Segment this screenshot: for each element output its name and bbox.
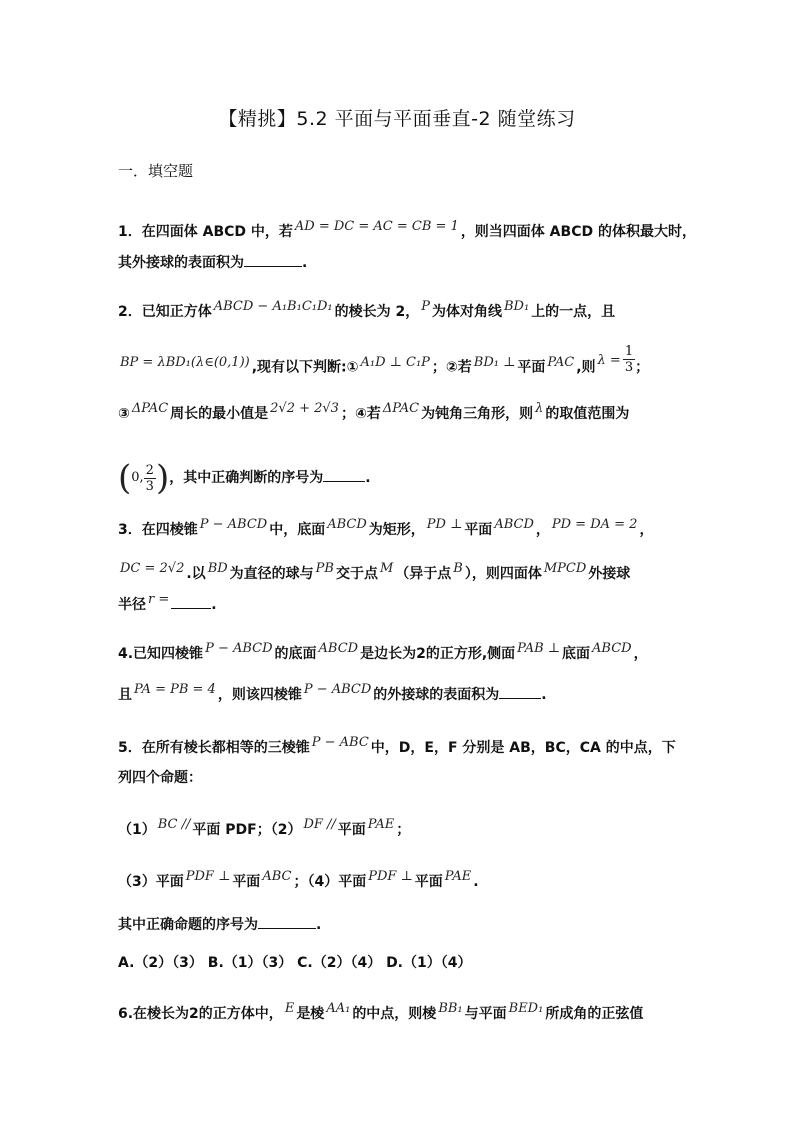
question-text: （1）	[118, 822, 156, 838]
question-text: 1	[624, 344, 634, 359]
question-text: 半径	[118, 597, 146, 613]
question-text: 外接球	[588, 566, 631, 582]
math-expression: ABC	[262, 869, 292, 884]
answer-blank	[258, 914, 316, 929]
math-expression: ABCD − A₁B₁C₁D₁	[213, 299, 333, 314]
math-expression: PDF ⊥	[185, 869, 231, 884]
question-text: 是边长为2的正方形,侧面	[360, 646, 516, 662]
math-expression: A₁D ⊥ C₁P	[360, 354, 430, 370]
question-text: ；②若	[431, 359, 472, 376]
question-text: ,则	[576, 359, 596, 376]
question-text: 6.在棱长为2的正方体中，	[118, 1006, 283, 1022]
question-text: .	[365, 470, 371, 486]
math-expression: AD = DC = AC = CB = 1	[294, 219, 459, 234]
math-expression: BC //	[157, 817, 191, 832]
question-text: （3）平面	[118, 874, 184, 890]
math-expression: PDF ⊥	[368, 869, 413, 884]
question-text: 为矩形，	[368, 522, 425, 538]
question-text: ，	[535, 522, 550, 538]
question-text: 0,	[131, 470, 144, 485]
math-expression: PA = PB = 4	[134, 682, 216, 697]
question-text: 为直径的球与	[229, 566, 314, 582]
question-2-line-3	[118, 401, 630, 425]
question-text: 其中正确命题的序号为	[118, 917, 258, 933]
question-text: 5．在所有棱长都相等的三棱锥	[118, 740, 310, 756]
question-text: ,现有以下判断:①	[251, 359, 359, 376]
question-text: 周长的最小值是	[170, 406, 269, 422]
math-expression: P − ABCD	[199, 517, 268, 532]
math-expression: PB	[315, 561, 334, 576]
question-text: ；（4）平面	[293, 874, 367, 890]
question-text: 交于点	[335, 566, 378, 582]
question-text: 的中点，则棱	[352, 1006, 437, 1022]
question-text: ，其中正确判断的序号为	[169, 470, 324, 486]
math-expression: AA₁	[326, 1001, 351, 1016]
math-expression: E	[284, 1001, 295, 1016]
question-text: ，则当四面体 ABCD 的体积最大时，	[460, 224, 696, 240]
section-heading: 一．填空题	[118, 162, 194, 180]
math-expression: BD₁	[504, 299, 530, 314]
math-expression: ΔPAC	[382, 401, 420, 416]
question-4-line-1	[118, 641, 648, 665]
question-3-line-2	[118, 561, 631, 585]
math-expression: BD	[207, 561, 228, 576]
math-expression: PD = DA = 2	[551, 517, 638, 532]
math-expression: PAE	[444, 869, 472, 884]
question-text: .	[316, 917, 322, 933]
question-text: 3	[145, 478, 154, 494]
question-text: 3．在四棱锥	[118, 522, 198, 538]
fraction-one-third	[623, 344, 635, 375]
question-text: 1．在四面体 ABCD 中，若	[118, 224, 293, 240]
math-expression: P − ABCD	[303, 682, 372, 697]
question-text: ；	[635, 359, 650, 376]
math-expression: λ	[535, 401, 544, 416]
question-text: 3	[624, 360, 634, 375]
question-text: 的外接球的表面积为	[373, 687, 500, 703]
question-5-line-3	[118, 817, 411, 841]
math-expression: ABCD	[327, 517, 367, 532]
question-text: ），则四面体	[464, 566, 542, 582]
question-text: ③	[118, 406, 130, 422]
question-5-line-2	[118, 768, 202, 788]
question-text: )	[155, 458, 170, 498]
question-text: ；④若	[340, 406, 381, 422]
question-text: 2．已知正方体	[118, 304, 212, 320]
math-expression: PAE	[367, 817, 395, 832]
question-5-line-1	[118, 735, 676, 759]
question-text: 平面	[337, 822, 366, 838]
question-text: (	[118, 458, 132, 498]
math-expression: ABCD	[318, 641, 359, 656]
math-expression: λ =	[597, 352, 621, 368]
question-text: 底面	[562, 646, 591, 662]
math-expression: BED₁	[508, 1001, 544, 1016]
question-text: 为钝角三角形，则	[421, 406, 534, 422]
math-expression: 2√2 + 2√3	[270, 401, 339, 416]
math-expression: B	[453, 561, 463, 576]
question-text: 中，D，E，F 分别是 AB，BC，CA 的中点，下	[370, 740, 676, 756]
math-expression: BB₁	[438, 1001, 463, 1016]
fraction-two-thirds	[144, 463, 156, 494]
question-text: 所成角的正弦值	[545, 1006, 644, 1022]
question-5-line-5	[118, 914, 321, 935]
math-expression: r =	[148, 592, 170, 607]
question-text: 且	[118, 687, 132, 703]
question-5-line-4	[118, 869, 479, 893]
question-text: .以	[186, 566, 206, 582]
question-2-line-4	[118, 458, 371, 498]
answer-blank	[171, 594, 211, 609]
answer-blank	[244, 252, 302, 267]
question-3-line-1	[118, 517, 654, 541]
question-text: .	[302, 255, 308, 271]
question-4-line-2	[118, 684, 547, 706]
question-text: 平面	[517, 359, 546, 376]
question-text: ，则该四棱锥	[217, 687, 302, 703]
math-expression: MPCD	[543, 561, 587, 576]
question-text: 4.已知四棱锥	[118, 646, 204, 662]
question-text: 平面 PDF；（2）	[192, 822, 302, 838]
answer-blank	[323, 467, 365, 482]
math-expression: P	[421, 299, 430, 314]
math-expression: P − ABC	[311, 735, 369, 750]
question-text: （异于点	[395, 566, 452, 582]
question-text: 平面	[232, 874, 261, 890]
math-expression: BP = λBD₁(λ∈(0,1))	[120, 354, 250, 370]
math-expression: BD₁ ⊥	[473, 354, 516, 370]
math-expression: PD ⊥	[426, 517, 463, 532]
question-text: 是棱	[296, 1006, 325, 1022]
question-2-line-1	[118, 299, 616, 323]
question-text: .	[541, 687, 547, 703]
question-text: 平面	[414, 874, 443, 890]
question-text: 的取值范围为	[545, 406, 630, 422]
question-1-line-2	[118, 252, 307, 273]
math-expression: M	[379, 561, 394, 576]
math-expression: PAC	[547, 354, 575, 370]
answer-blank	[499, 684, 541, 699]
page-title: 【精挑】5.2 平面与平面垂直-2 随堂练习	[218, 108, 576, 130]
question-text: 与平面	[464, 1006, 507, 1022]
question-text: ，	[633, 646, 648, 662]
question-text: .	[473, 874, 479, 890]
question-5-choices: A.（2）（3） B.（1）（3） C.（2）（4） D.（1）（4）	[118, 955, 472, 971]
question-6-line-1	[118, 1001, 644, 1025]
question-3-line-3	[118, 594, 217, 616]
math-expression: ΔPAC	[131, 401, 169, 416]
question-text: 其外接球的表面积为	[118, 255, 244, 271]
question-1-line-1	[118, 219, 696, 243]
question-2-line-2	[118, 344, 650, 383]
question-text: 2	[145, 462, 154, 478]
math-expression: ABCD	[494, 517, 534, 532]
math-expression: DC = 2√2	[120, 561, 185, 576]
question-text: 中，底面	[269, 522, 326, 538]
question-text: 上的一点，且	[531, 304, 616, 320]
math-expression: ABCD	[592, 641, 632, 656]
math-expression: DF //	[303, 817, 336, 832]
question-text: 为体对角线	[432, 304, 502, 320]
question-text: ，	[639, 522, 654, 538]
math-expression: P − ABCD	[205, 641, 273, 656]
question-text: 的底面	[274, 646, 317, 662]
question-text: 平面	[464, 522, 493, 538]
question-text: 列四个命题：	[118, 770, 202, 786]
math-expression: PAB ⊥	[517, 641, 561, 656]
question-text: ；	[396, 822, 411, 838]
question-text: 的棱长为 2，	[334, 304, 420, 320]
question-text: .	[211, 597, 217, 613]
